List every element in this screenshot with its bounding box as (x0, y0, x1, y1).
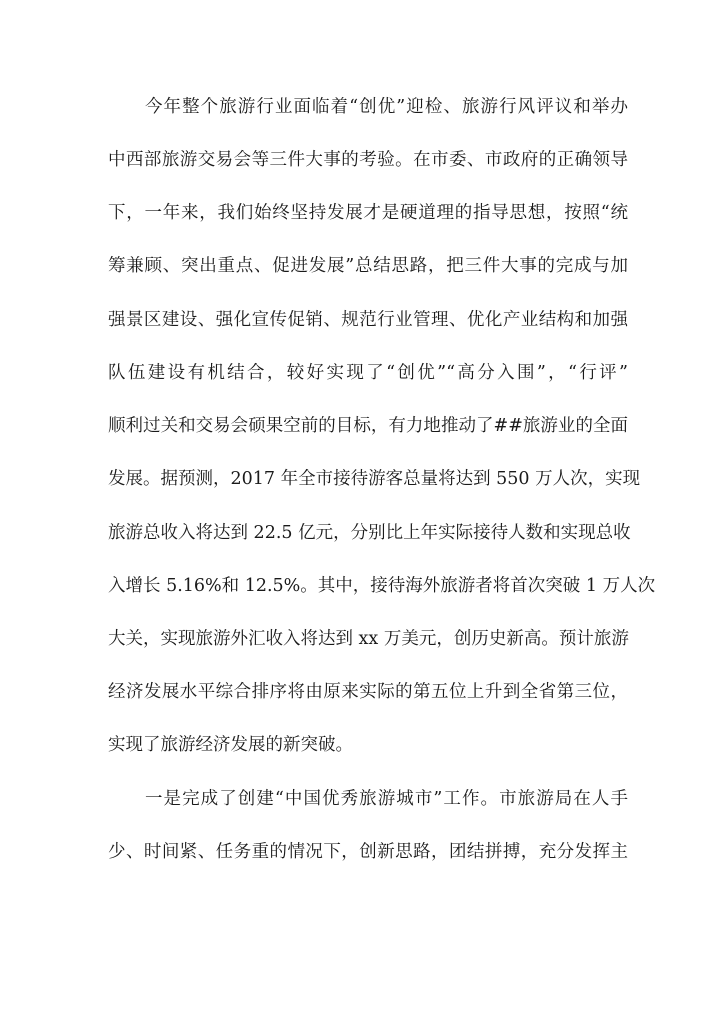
paragraph-1-line-1: 今年整个旅游行业面临着“创优”迎检、旅游行风评议和举办 (145, 97, 628, 117)
paragraph-1-line-3: 下，一年来，我们始终坚持发展才是硬道理的指导思想，按照“统 (108, 203, 628, 223)
paragraph-1-line-8: 发展。据预测，2017 年全市接待游客总量将达到 550 万人次，实现 (108, 469, 641, 489)
paragraph-1-line-13: 实现了旅游经济发展的新突破。 (108, 735, 353, 755)
paragraph-1-line-11: 大关，实现旅游外汇收入将达到 xx 万美元，创历史新高。预计旅游 (108, 629, 629, 649)
paragraph-2-line-2: 少、时间紧、任务重的情况下，创新思路，团结拼搏，充分发挥主 (108, 842, 628, 862)
paragraph-1-line-9: 旅游总收入将达到 22.5 亿元，分别比上年实际接待人数和实现总收 (108, 523, 631, 543)
paragraph-2-line-1: 一是完成了创建“中国优秀旅游城市”工作。市旅游局在人手 (145, 789, 628, 809)
paragraph-1-line-7: 顺利过关和交易会硕果空前的目标，有力地推动了##旅游业的全面 (108, 416, 628, 436)
paragraph-1-line-2: 中西部旅游交易会等三件大事的考验。在市委、市政府的正确领导 (108, 150, 628, 170)
paragraph-1-line-4: 筹兼顾、突出重点、促进发展”总结思路，把三件大事的完成与加 (108, 256, 628, 276)
paragraph-1-line-12: 经济发展水平综合排序将由原来实际的第五位上升到全省第三位， (108, 682, 628, 702)
paragraph-1-line-6: 队伍建设有机结合，较好实现了“创优”“高分入围”，“行评” (108, 363, 628, 383)
paragraph-1-line-5: 强景区建设、强化宣传促销、规范行业管理、优化产业结构和加强 (108, 310, 628, 330)
paragraph-1-line-10: 入增长 5.16%和 12.5%。其中，接待海外旅游者将首次突破 1 万人次 (108, 576, 656, 596)
